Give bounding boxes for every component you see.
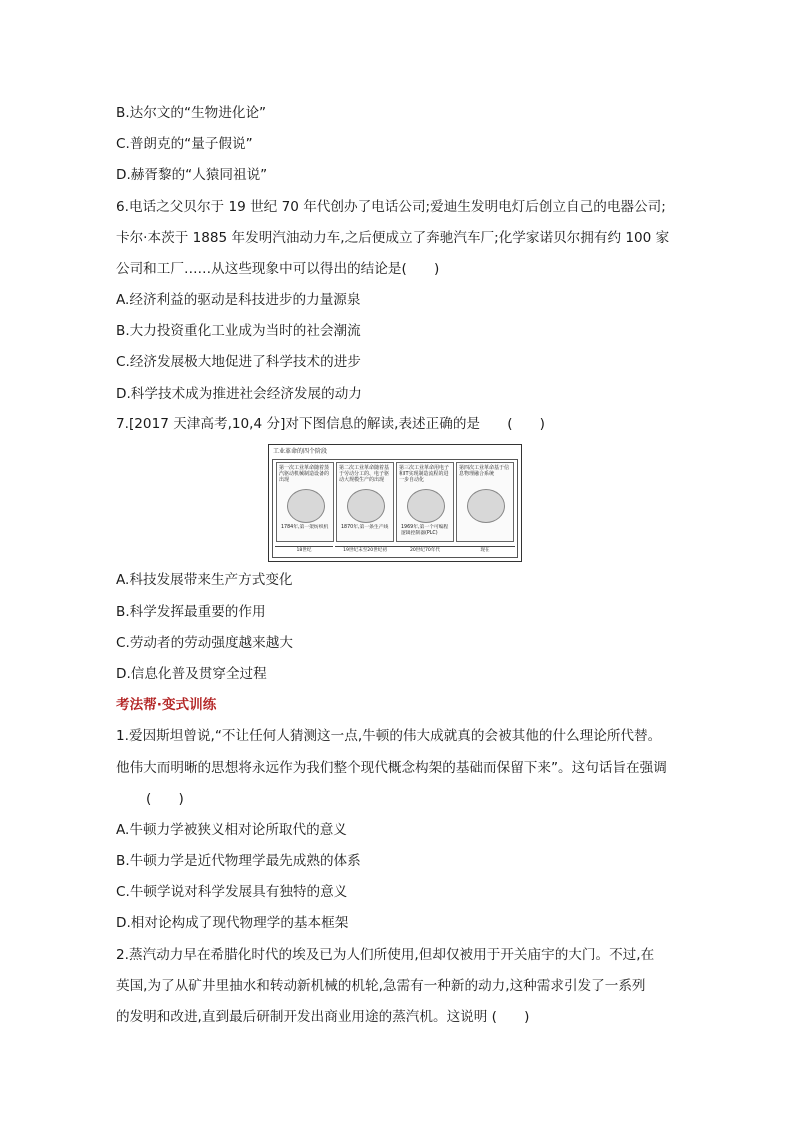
- q6-option-a: A.经济利益的驱动是科技进步的力量源泉: [116, 292, 361, 308]
- stage-2-caption: 1870年,第一条生产线: [341, 525, 389, 530]
- q7-option-a: A.科技发展带来生产方式变化: [116, 572, 293, 588]
- figure-band: [272, 459, 518, 558]
- question-1-line-1: 1.爱因斯坦曾说,“不让任何人猜测这一点,牛顿的伟大成就真的会被其他的什么理论所代替。: [116, 728, 662, 744]
- question-7: 7.[2017 天津高考,10,4 分]对下图信息的解读,表述正确的是 ( ): [116, 416, 545, 432]
- q1-option-c: C.牛顿学说对科学发展具有独特的意义: [116, 884, 348, 900]
- q6-option-b: B.大力投资重化工业成为当时的社会潮流: [116, 323, 361, 339]
- section-title: 考法帮·变式训练: [116, 697, 217, 713]
- q7-option-c: C.劳动者的劳动强度越来越大: [116, 635, 293, 651]
- q1-option-b: B.牛顿力学是近代物理学最先成熟的体系: [116, 853, 361, 869]
- industrial-revolution-figure: [268, 444, 522, 562]
- q6-option-c: C.经济发展极大地促进了科学技术的进步: [116, 354, 361, 370]
- stage-1-label: 第一次工业革命随着蒸汽驱动机械制造设备的出现: [279, 465, 330, 483]
- option-d-huxley: D.赫胥黎的“人猿同祖说”: [116, 167, 268, 183]
- plc-icon: [407, 489, 445, 523]
- question-1-answer-blank: ( ): [146, 791, 184, 807]
- timeline: [275, 546, 515, 554]
- timeline-19th: 19世纪末至20世纪初: [335, 546, 395, 555]
- option-c-planck: C.普朗克的“量子假说”: [116, 136, 253, 152]
- q1-option-d: D.相对论构成了现代物理学的基本框架: [116, 915, 349, 931]
- stage-3-label: 第三次工业革命用电子和IT实现制造流程的进一步自动化: [399, 465, 450, 483]
- cyber-physical-icon: [467, 489, 505, 523]
- stage-2-label: 第二次工业革命随着基于劳动分工的、电子驱动大规模生产的出现: [339, 465, 390, 483]
- question-6-line-3: 公司和工厂……从这些现象中可以得出的结论是( ): [116, 261, 440, 277]
- stage-3-caption: 1969年,第一个可编程逻辑控制器(PLC): [401, 525, 449, 536]
- q7-option-d: D.信息化普及贯穿全过程: [116, 666, 267, 682]
- q6-option-d: D.科学技术成为推进社会经济发展的动力: [116, 386, 362, 402]
- q1-option-a: A.牛顿力学被狭义相对论所取代的意义: [116, 822, 347, 838]
- question-2-line-1: 2.蒸汽动力早在希腊化时代的埃及已为人们所使用,但却仅被用于开关庙宇的大门。不过,在: [116, 947, 655, 963]
- question-1-line-2: 他伟大而明晰的思想将永远作为我们整个现代概念构架的基础而保留下来”。这句话旨在强调: [116, 760, 667, 776]
- question-6-line-2: 卡尔·本茨于 1885 年发明汽油动力车,之后便成立了奔驰汽车厂;化学家诺贝尔拥有约 100 家: [116, 230, 670, 246]
- figure-title: 工业革命的四个阶段: [273, 448, 328, 455]
- stage-3: [396, 462, 454, 542]
- stage-1: [276, 462, 334, 542]
- production-line-icon: [347, 489, 385, 523]
- stage-1-caption: 1784年,第一架纺织机: [281, 525, 329, 530]
- timeline-now: 现在: [455, 546, 515, 555]
- loom-icon: [287, 489, 325, 523]
- question-2-line-2: 英国,为了从矿井里抽水和转动新机械的机轮,急需有一种新的动力,这种需求引发了一系列: [116, 978, 646, 994]
- option-b-darwin: B.达尔文的“生物进化论”: [116, 105, 267, 121]
- timeline-18th: 18世纪: [275, 546, 333, 555]
- question-6-line-1: 6.电话之父贝尔于 19 世纪 70 年代创办了电话公司;爱迪生发明电灯后创立自己的电器公司;: [116, 199, 666, 215]
- timeline-1970s: 20世纪70年代: [395, 546, 455, 555]
- stage-2: [336, 462, 394, 542]
- stage-4: [456, 462, 514, 542]
- question-2-line-3: 的发明和改进,直到最后研制开发出商业用途的蒸汽机。这说明 ( ): [116, 1009, 530, 1025]
- stage-4-label: 第四次工业革命基于信息物理融合系统: [459, 465, 510, 477]
- q7-option-b: B.科学发挥最重要的作用: [116, 604, 266, 620]
